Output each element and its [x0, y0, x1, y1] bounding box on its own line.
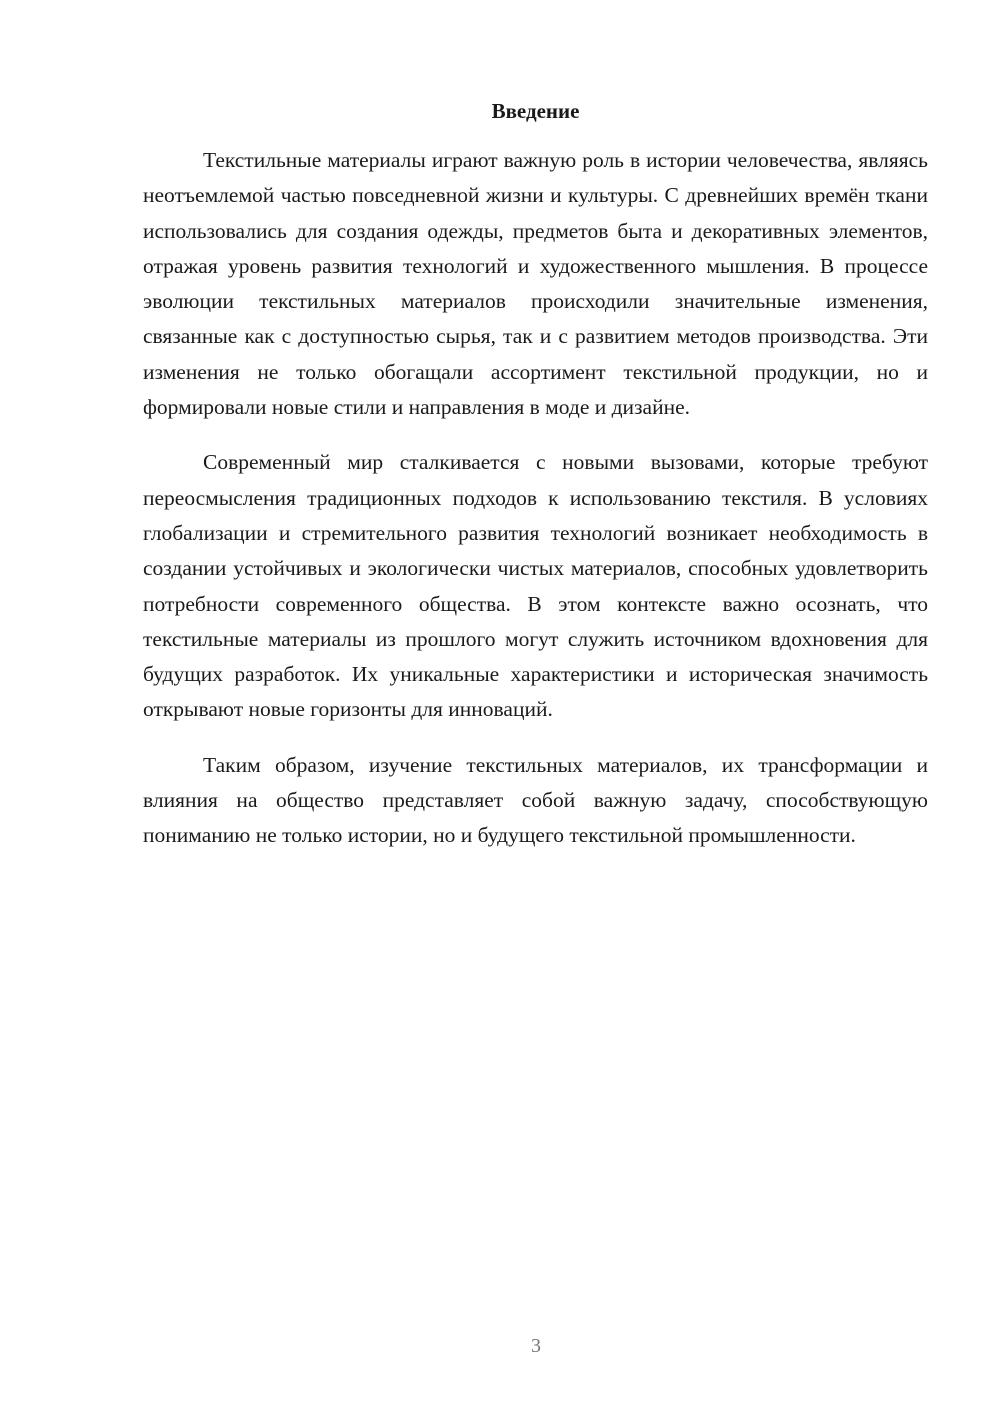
page-title: Введение	[491, 99, 580, 123]
paragraph-3: Таким образом, изучение текстильных материалов, их трансформации и влияния на общество представляет собой важную задачу, способствующую пониманию не только истории, но и будущего текстильной промышленности.	[143, 752, 928, 848]
paragraph-2: Современный мир сталкивается с новыми вызовами, которые требуют переосмысления традиционных подходов к использованию текстиля. В условиях глобализации и стремительного развития технологий возникает необходимость в создании устойчивых и экологически чистых материалов, способных удовлетворить потребности современного общества. В этом контексте важно осознать, что текстильные материалы из прошлого могут служить источником вдохновения для будущих разработок. Их уникальные характеристики и историческая значимость открывают новые горизонты для инноваций.	[143, 450, 928, 722]
page-number: 3	[531, 1335, 541, 1357]
document-body	[143, 143, 928, 874]
paragraph-1: Текстильные материалы играют важную роль в истории человечества, являясь неотъемлемой частью повседневной жизни и культуры. С древнейших времён ткани использовались для создания одежды, предметов быта и декоративных элементов, отражая уровень развития технологий и художественного мышления. В процессе эволюции текстильных материалов происходили значительные изменения, связанные как с доступностью сырья, так и с развитием методов производства. Эти изменения не только обогащали ассортимент текстильной продукции, но и формировали новые стили и направления в моде и дизайне.	[143, 148, 928, 420]
